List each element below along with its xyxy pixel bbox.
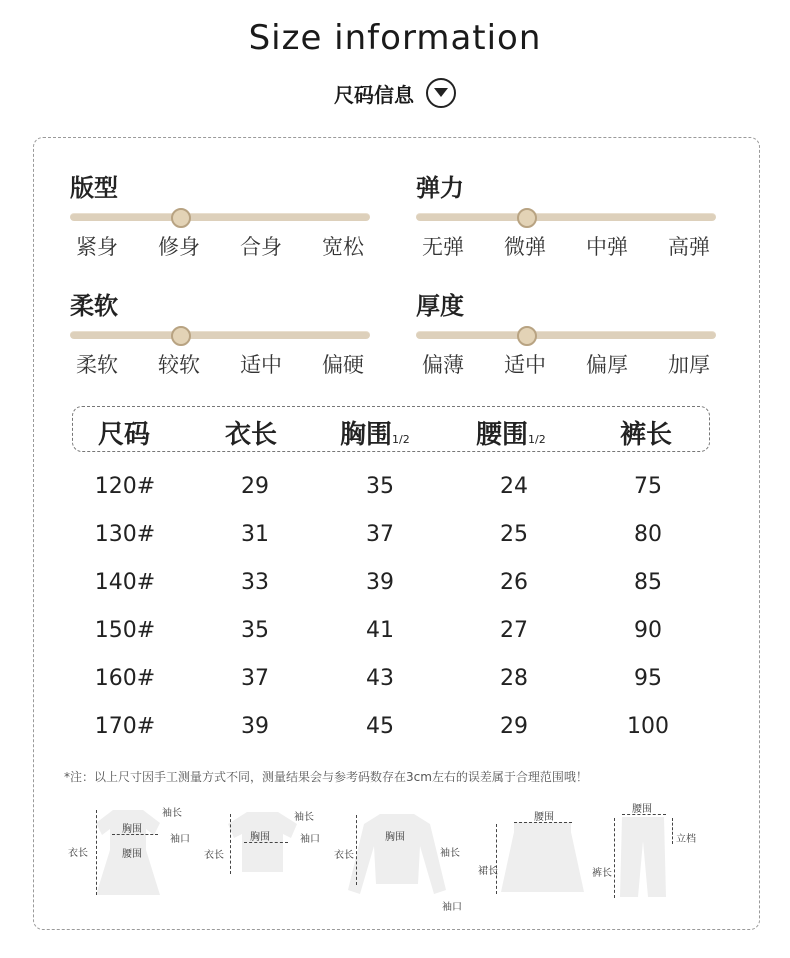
label-waist: 腰围 — [122, 849, 142, 860]
attr-fit-name: 版型 — [70, 174, 118, 202]
attr-fit — [70, 168, 370, 261]
attr-elasticity-option: 无弹 — [422, 235, 464, 259]
label-body-length: 衣长 — [334, 850, 354, 861]
cell-chest: 41 — [366, 618, 394, 643]
cell-length: 29 — [241, 474, 269, 499]
table-row — [0, 618, 790, 658]
attr-thickness-name: 厚度 — [416, 292, 464, 320]
attr-thickness-option: 偏薄 — [422, 353, 464, 377]
label-cuff: 袖口 — [300, 834, 320, 845]
label-rise: 立档 — [676, 834, 696, 845]
subtitle: 尺码信息 — [334, 82, 414, 107]
attr-fit-knob — [171, 208, 191, 228]
tee-length-line — [230, 814, 231, 874]
cell-waist: 25 — [500, 522, 528, 547]
attr-softness-option: 偏硬 — [322, 353, 364, 377]
table-row — [0, 522, 790, 562]
attr-elasticity-option: 高弹 — [668, 235, 710, 259]
cell-waist: 26 — [500, 570, 528, 595]
label-sleeve-length: 袖长 — [162, 808, 182, 819]
page-title: Size information — [248, 18, 542, 58]
dress-chest-line — [112, 834, 158, 835]
cell-pants-length: 85 — [634, 570, 662, 595]
attr-elasticity — [416, 168, 716, 261]
cell-length: 33 — [241, 570, 269, 595]
cell-pants-length: 90 — [634, 618, 662, 643]
attr-fit-option: 修身 — [158, 235, 200, 259]
half-mark: 1/2 — [528, 433, 546, 446]
cell-chest: 43 — [366, 666, 394, 691]
label-sleeve-length: 袖长 — [294, 812, 314, 823]
tee-chest-line — [244, 842, 288, 843]
cell-waist: 27 — [500, 618, 528, 643]
header-pants-length: 裤长 — [620, 420, 673, 450]
measurement-note: *注：以上尺寸因手工测量方式不同，测量结果会与参考码数存在3cm左右的误差属于合理范围哦！ — [64, 770, 588, 784]
attr-thickness — [416, 286, 716, 379]
half-mark: 1/2 — [392, 433, 410, 446]
attr-elasticity-track — [416, 213, 716, 221]
attr-softness-option: 适中 — [240, 353, 282, 377]
attr-thickness-option: 适中 — [504, 353, 546, 377]
cell-chest: 45 — [366, 714, 394, 739]
attr-softness-track — [70, 331, 370, 339]
attr-thickness-track — [416, 331, 716, 339]
attr-elasticity-name: 弹力 — [416, 174, 464, 202]
table-row — [0, 570, 790, 610]
attr-fit-option: 宽松 — [322, 235, 364, 259]
cell-chest: 37 — [366, 522, 394, 547]
header-waist — [476, 414, 546, 451]
pants-length-line — [614, 818, 615, 898]
table-row — [0, 714, 790, 754]
skirt-length-line — [496, 824, 497, 894]
cell-chest: 35 — [366, 474, 394, 499]
label-waist: 腰围 — [534, 812, 554, 823]
cell-length: 35 — [241, 618, 269, 643]
cell-length: 31 — [241, 522, 269, 547]
attr-fit-option: 紧身 — [76, 235, 118, 259]
cell-size: 140# — [94, 570, 156, 595]
pants-waist-line — [622, 814, 666, 815]
subtitle-row — [0, 78, 790, 108]
attr-elasticity-option: 中弹 — [586, 235, 628, 259]
header-chest — [340, 414, 410, 451]
cell-size: 130# — [94, 522, 156, 547]
table-row — [0, 666, 790, 706]
pants-shape — [618, 815, 668, 900]
cell-pants-length: 80 — [634, 522, 662, 547]
label-chest: 胸围 — [122, 824, 142, 835]
attr-elasticity-knob — [517, 208, 537, 228]
label-sleeve-length: 袖长 — [440, 848, 460, 859]
cell-size: 160# — [94, 666, 156, 691]
cell-size: 120# — [94, 474, 156, 499]
cell-length: 39 — [241, 714, 269, 739]
attr-softness-option: 柔软 — [76, 353, 118, 377]
label-pants-length: 裤长 — [592, 868, 612, 879]
cell-size: 150# — [94, 618, 156, 643]
label-body-length: 衣长 — [68, 848, 88, 859]
cell-pants-length: 75 — [634, 474, 662, 499]
label-chest: 胸围 — [250, 832, 270, 843]
cell-waist: 28 — [500, 666, 528, 691]
header-size: 尺码 — [98, 420, 151, 450]
attr-softness — [70, 286, 370, 379]
pants-rise-line — [672, 818, 673, 844]
longsleeve-length-line — [356, 815, 357, 885]
cell-length: 37 — [241, 666, 269, 691]
attr-softness-option: 较软 — [158, 353, 200, 377]
skirt-waist-line — [514, 822, 572, 823]
attr-fit-track — [70, 213, 370, 221]
longsleeve-shape — [348, 812, 448, 897]
cell-pants-length: 100 — [627, 714, 669, 739]
attr-thickness-option: 加厚 — [668, 353, 710, 377]
attr-thickness-knob — [517, 326, 537, 346]
attr-fit-option: 合身 — [240, 235, 282, 259]
label-cuff: 袖口 — [170, 834, 190, 845]
attr-softness-knob — [171, 326, 191, 346]
table-row — [0, 474, 790, 514]
label-waist: 腰围 — [632, 804, 652, 815]
cell-size: 170# — [94, 714, 156, 739]
cell-waist: 24 — [500, 474, 528, 499]
label-chest: 胸围 — [385, 832, 405, 843]
attr-elasticity-option: 微弹 — [504, 235, 546, 259]
label-skirt-length: 裙长 — [478, 866, 498, 877]
header-chest-label: 胸围 — [340, 420, 393, 450]
attr-thickness-option: 偏厚 — [586, 353, 628, 377]
header-length: 衣长 — [225, 420, 278, 450]
dress-length-line — [96, 810, 97, 895]
chevron-down-icon — [426, 78, 456, 108]
label-body-length: 衣长 — [204, 850, 224, 861]
cell-pants-length: 95 — [634, 666, 662, 691]
header-waist-label: 腰围 — [476, 420, 529, 450]
label-cuff: 袖口 — [442, 902, 462, 913]
cell-waist: 29 — [500, 714, 528, 739]
skirt-shape — [500, 820, 585, 895]
cell-chest: 39 — [366, 570, 394, 595]
attr-softness-name: 柔软 — [70, 292, 118, 320]
